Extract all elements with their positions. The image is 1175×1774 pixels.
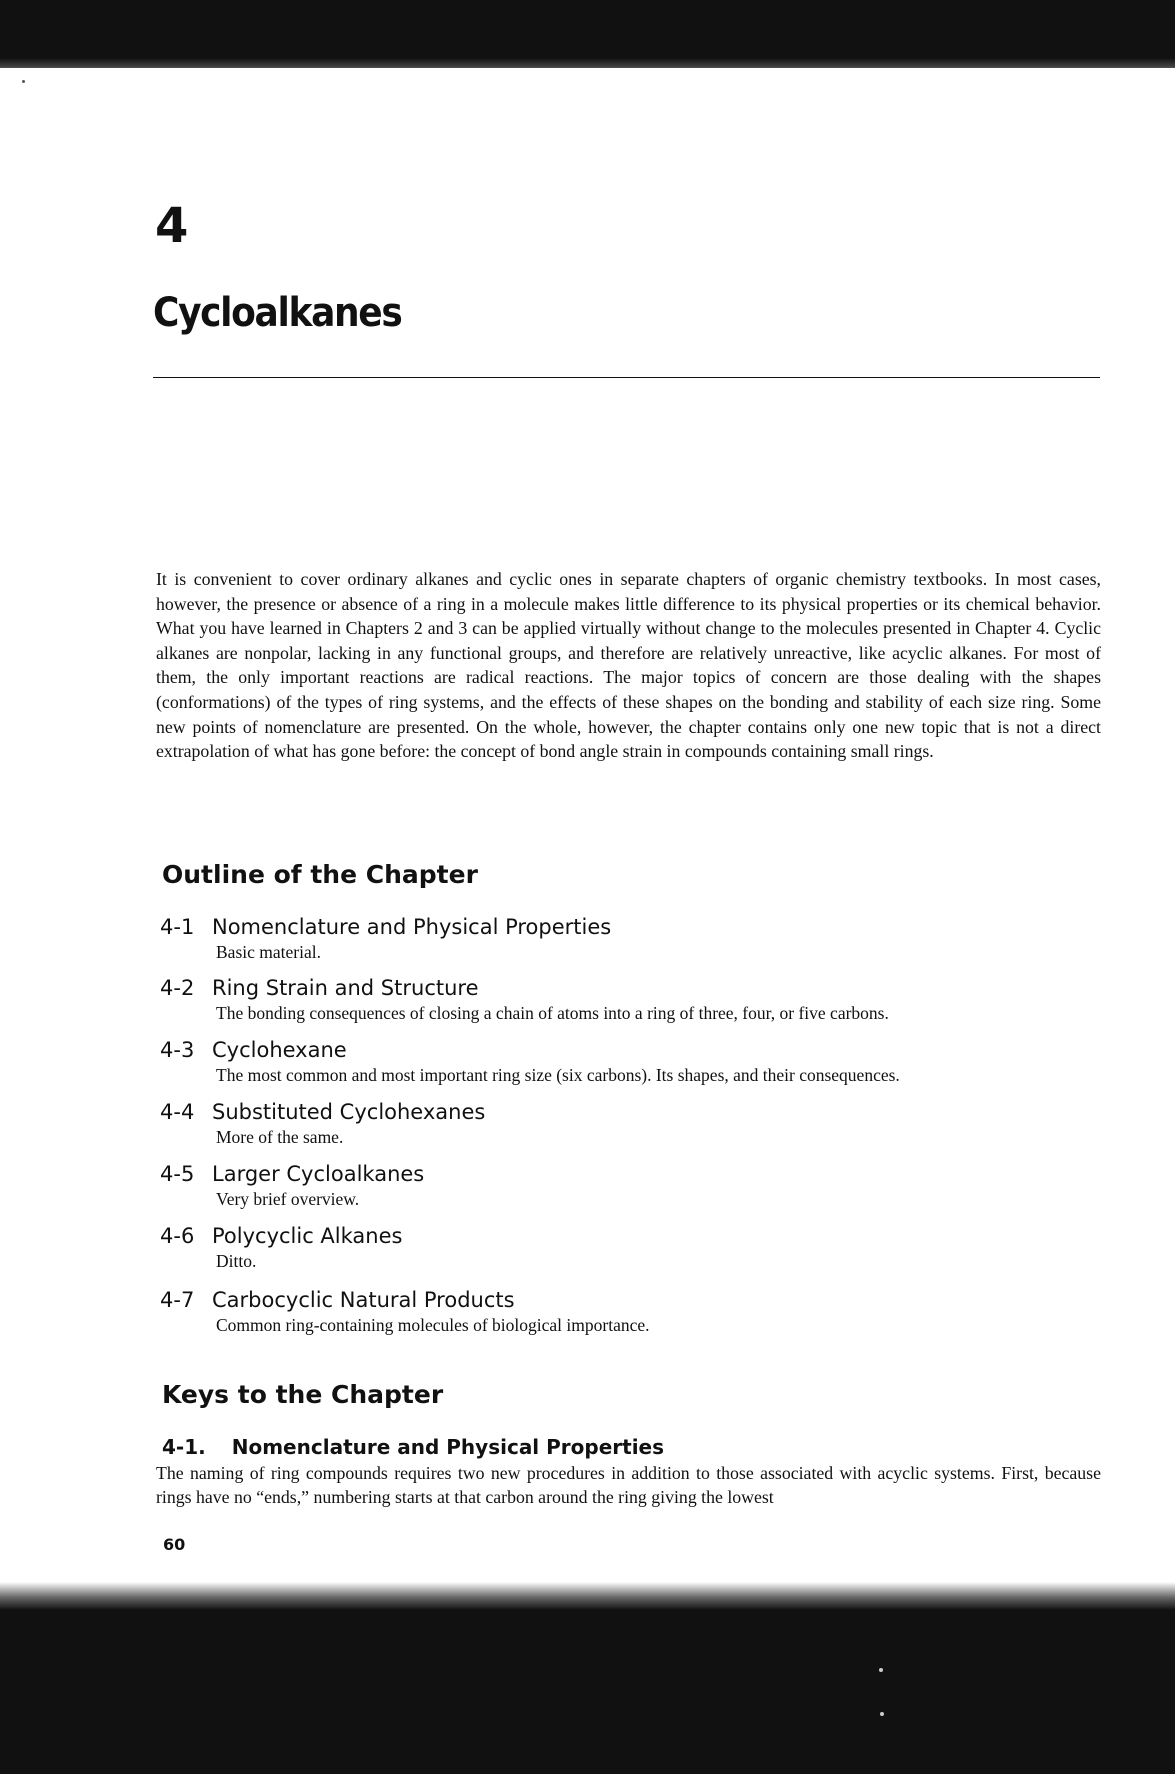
intro-paragraph: It is convenient to cover ordinary alkanes and cyclic ones in separate chapters of organic chemistry textbooks. In most cases, however, the presence or absence of a ring in a molecule makes little difference to its physical properties or its chemical behavior. What you have learned in Chapters 2 and 3 can be applied virtually without change to the molecules presented in Chapter 4. Cyclic alkanes are nonpolar, lacking in any functional groups, and therefore are relatively unreactive, like acyclic alkanes. For most of them, the only important reactions are radical reactions. The major topics of concern are those dealing with the shapes (conformations) of the types of ring systems, and the effects of these shapes on the bonding and stability of each size ring. Some new points of nomenclature are presented. On the whole, however, the chapter contains only one new topic that is not a direct extrapolation of what has gone before: the concept of bond angle strain in compounds containing small rings. <box>156 569 1101 762</box>
outline-heading: Outline of the Chapter <box>162 860 478 889</box>
subsection-number: 4-1. <box>162 1435 206 1459</box>
subsection-body: The naming of ring compounds requires two new procedures in addition to those associated with acyclic systems. First, because rings have no “ends,” numbering starts at that carbon around the ring giving the lowest <box>156 1463 1101 1507</box>
outline-item-number: 4-4 <box>160 1100 195 1124</box>
outline-item-number: 4-1 <box>160 915 195 939</box>
keys-heading: Keys to the Chapter <box>162 1380 444 1409</box>
subsection-title: Nomenclature and Physical Properties <box>231 1435 665 1459</box>
outline-item-description: Common ring-containing molecules of biological importance. <box>216 1315 650 1335</box>
outline-item-name: Polycyclic Alkanes <box>212 1224 403 1248</box>
outline-item-number: 4-6 <box>160 1224 195 1248</box>
scan-speck <box>879 1668 883 1672</box>
outline-item-number: 4-2 <box>160 976 195 1000</box>
outline-item-description: The bonding consequences of closing a chain of atoms into a ring of three, four, or five carbons. <box>216 1003 889 1023</box>
page-number: 60 <box>163 1535 186 1554</box>
chapter-title: Cycloalkanes <box>153 290 402 336</box>
outline-item-description: Ditto. <box>216 1251 257 1271</box>
title-rule <box>153 377 1100 378</box>
scan-bottom-shadow <box>0 1582 1175 1610</box>
outline-item-name: Cyclohexane <box>212 1038 347 1062</box>
outline-item-name: Ring Strain and Structure <box>212 976 479 1000</box>
subsection-heading <box>162 1435 664 1459</box>
scan-speck <box>880 1712 884 1716</box>
outline-item-number: 4-7 <box>160 1288 195 1312</box>
outline-item-description: Basic material. <box>216 942 321 962</box>
outline-item-name: Substituted Cyclohexanes <box>212 1100 486 1124</box>
outline-item-description: More of the same. <box>216 1127 344 1147</box>
outline-item-number: 4-5 <box>160 1162 195 1186</box>
outline-item-description: The most common and most important ring size (six carbons). Its shapes, and their consequences. <box>216 1065 900 1085</box>
outline-item-name: Carbocyclic Natural Products <box>212 1288 515 1312</box>
outline-item-name: Larger Cycloalkanes <box>212 1162 425 1186</box>
outline-item-number: 4-3 <box>160 1038 195 1062</box>
outline-item-description: Very brief overview. <box>216 1189 360 1209</box>
outline-item-name: Nomenclature and Physical Properties <box>212 915 612 939</box>
chapter-number: 4 <box>155 198 189 254</box>
scan-speck <box>22 80 25 83</box>
